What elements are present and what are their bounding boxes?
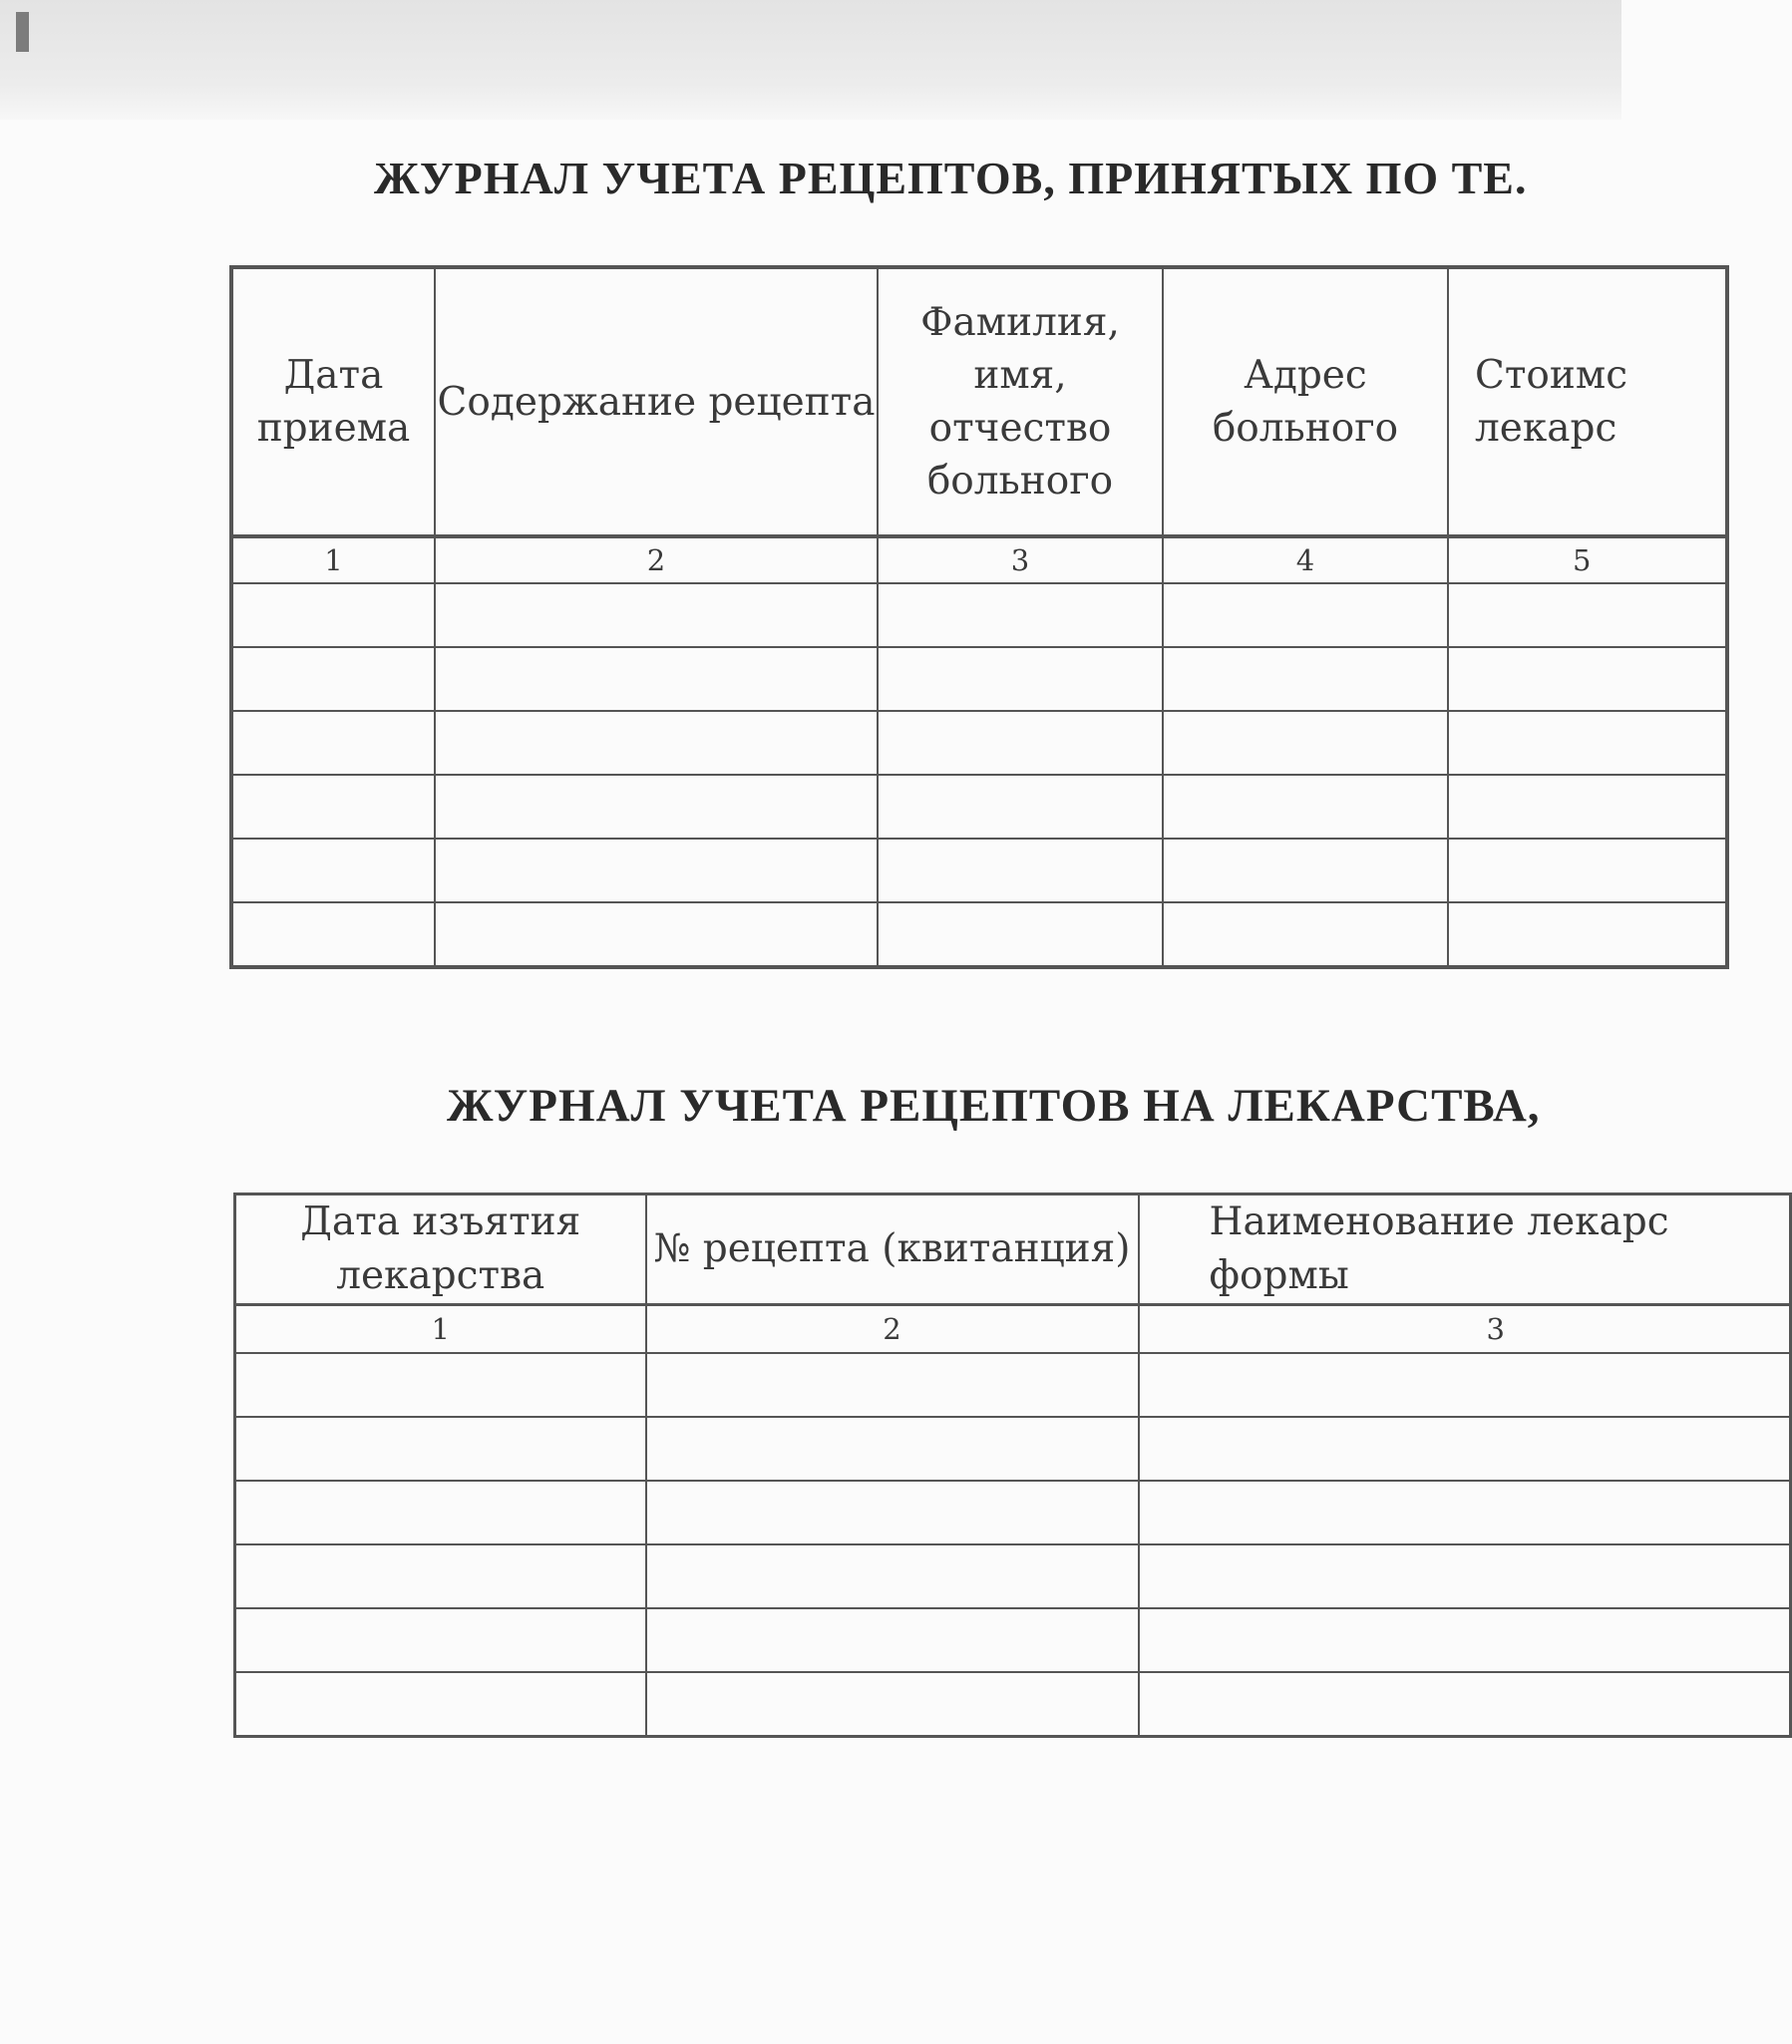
- journal-1-header-cell: [878, 267, 1163, 536]
- scan-edge-mark: [16, 12, 29, 52]
- table-row: [231, 711, 1727, 775]
- table-row: [235, 1481, 1791, 1544]
- header-patient-name: Фамилия, имя, отчество больного: [920, 300, 1120, 504]
- journal-2-header-cell: [235, 1194, 646, 1305]
- journal-1-table: [229, 265, 1729, 969]
- header-medicine-form-name: Наименование лекарс формы: [1209, 1199, 1669, 1298]
- header-recipe-content: Содержание рецепта: [437, 379, 876, 425]
- header-medicine-cost: Стоимс лекарс: [1475, 353, 1628, 451]
- journal-2-title: ЖУРНАЛ УЧЕТА РЕЦЕПТОВ НА ЛЕКАРСТВА,: [447, 1080, 1541, 1132]
- column-number: 3: [1139, 1305, 1791, 1354]
- header-withdrawal-date: Дата изъятия лекарства: [300, 1199, 581, 1298]
- column-number: 2: [646, 1305, 1139, 1354]
- table-row: [235, 1544, 1791, 1608]
- column-number: 1: [235, 1305, 646, 1354]
- table-row: [231, 839, 1727, 902]
- header-recipe-number: № рецепта (квитанция): [653, 1226, 1131, 1271]
- column-number-row: [231, 536, 1727, 583]
- table-row: [231, 775, 1727, 839]
- table-row: [235, 1608, 1791, 1672]
- journal-1-header-cell: [435, 267, 878, 536]
- journal-2-header-cell: [1139, 1194, 1791, 1305]
- table-row: [231, 647, 1727, 711]
- journal-2-header-cell: [646, 1194, 1139, 1305]
- scan-top-shadow: [0, 0, 1621, 120]
- header-date-received: Дата приема: [256, 353, 411, 451]
- column-number: 1: [231, 536, 435, 583]
- header-patient-address: Адрес больного: [1212, 353, 1399, 451]
- column-number: 4: [1163, 536, 1448, 583]
- table-row: [231, 583, 1727, 647]
- column-number-row: [235, 1305, 1791, 1354]
- table-row: [235, 1672, 1791, 1737]
- column-number: 3: [878, 536, 1163, 583]
- column-number: 2: [435, 536, 878, 583]
- journal-1-title: ЖУРНАЛ УЧЕТА РЕЦЕПТОВ, ПРИНЯТЫХ ПО ТЕ.: [374, 153, 1528, 203]
- journal-1-header-cell: [1163, 267, 1448, 536]
- journal-2-table: [233, 1192, 1792, 1738]
- journal-2-table-frame: [233, 1192, 1669, 1746]
- journal-1-table-frame: [229, 265, 1628, 983]
- column-number: 5: [1448, 536, 1727, 583]
- journal-1-header-cell: [1448, 267, 1727, 536]
- table-row: [231, 902, 1727, 967]
- table-row: [235, 1417, 1791, 1481]
- table-row: [235, 1353, 1791, 1417]
- journal-1-header-cell: [231, 267, 435, 536]
